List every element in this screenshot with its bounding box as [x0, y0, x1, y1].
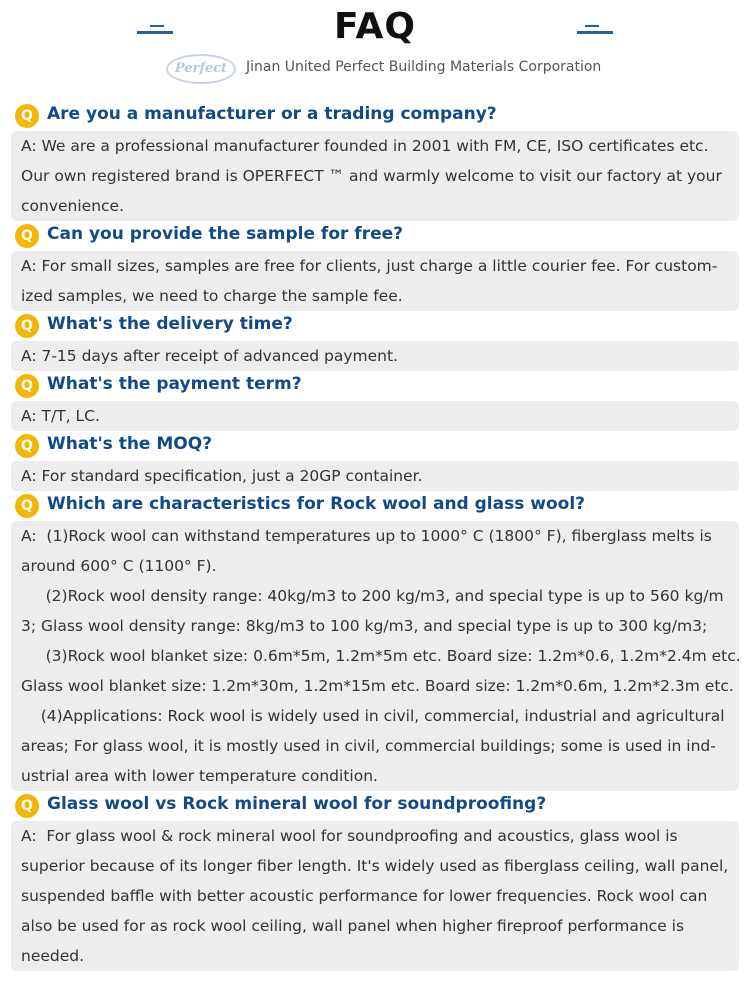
question-badge-icon: Q — [15, 434, 39, 458]
faq-answer — [11, 461, 739, 491]
faq-answer-line: ustrial area with lower temperature condition. — [21, 767, 378, 785]
faq-answer-line: Our own registered brand is OPERFECT ™ and warmly welcome to visit our factory at your — [21, 167, 722, 185]
faq-question: What's the delivery time? — [47, 314, 293, 334]
company-name: Jinan United Perfect Building Materials Corporation — [246, 59, 602, 75]
faq-question: Glass wool vs Rock mineral wool for soundproofing? — [47, 794, 547, 814]
faq-answer-line: superior because of its longer fiber length. It's widely used as fiberglass ceiling, wall panel, — [21, 857, 729, 875]
faq-question: Can you provide the sample for free? — [47, 224, 404, 244]
faq-question-row — [11, 431, 739, 461]
faq-answer-line: A: 7-15 days after receipt of advanced payment. — [21, 347, 398, 365]
question-badge-icon: Q — [15, 794, 39, 818]
faq-question-row — [11, 221, 739, 251]
faq-answer — [11, 341, 739, 371]
faq-question-row — [11, 791, 739, 821]
faq-answer-line: needed. — [21, 947, 85, 965]
faq-answer-line: suspended baffle with better acoustic performance for lower frequencies. Rock wool can — [21, 887, 708, 905]
faq-answer-line: A: For glass wool & rock mineral wool for soundproofing and acoustics, glass wool is — [21, 827, 678, 845]
faq-question-row — [11, 311, 739, 341]
page-header — [0, 0, 750, 98]
faq-item — [11, 311, 739, 371]
faq-question-row — [11, 101, 739, 131]
faq-answer-line: A: We are a professional manufacturer founded in 2001 with FM, CE, ISO certificates etc. — [21, 137, 709, 155]
faq-item — [11, 221, 739, 311]
faq-question: Which are characteristics for Rock wool and glass wool? — [47, 494, 586, 514]
faq-question: What's the MOQ? — [47, 434, 213, 454]
question-badge-icon: Q — [15, 224, 39, 248]
company-logo: Perfect — [166, 54, 236, 84]
faq-answer-line: areas; For glass wool, it is mostly used in civil, commercial buildings; some is used in ind- — [21, 737, 716, 755]
faq-answer-line: (2)Rock wool density range: 40kg/m3 to 200 kg/m3, and special type is up to 560 kg/m — [21, 587, 724, 605]
faq-answer-line: 3; Glass wool density range: 8kg/m3 to 100 kg/m3, and special type is up to 300 kg/m3; — [21, 617, 708, 635]
faq-answer — [11, 821, 739, 971]
faq-answer-line: A: For standard specification, just a 20GP container. — [21, 467, 423, 485]
faq-question: Are you a manufacturer or a trading company? — [47, 104, 497, 124]
faq-answer-line: Glass wool blanket size: 1.2m*30m, 1.2m*15m etc. Board size: 1.2m*0.6m, 1.2m*2.3m etc. — [21, 677, 734, 695]
right-accent-dash — [577, 31, 613, 34]
question-badge-icon: Q — [15, 104, 39, 128]
faq-answer-line: ized samples, we need to charge the sample fee. — [21, 287, 403, 305]
faq-item — [11, 791, 739, 971]
faq-question-row — [11, 371, 739, 401]
question-badge-icon: Q — [15, 494, 39, 518]
faq-answer — [11, 521, 739, 791]
question-badge-icon: Q — [15, 314, 39, 338]
faq-item — [11, 491, 739, 791]
faq-item — [11, 431, 739, 491]
faq-answer-line: also be used for as rock wool ceiling, wall panel when higher fireproof performance is — [21, 917, 685, 935]
faq-answer — [11, 251, 739, 311]
question-badge-icon: Q — [15, 374, 39, 398]
faq-answer — [11, 401, 739, 431]
faq-question: What's the payment term? — [47, 374, 302, 394]
faq-item — [11, 101, 739, 221]
right-accent-dash-short — [585, 25, 599, 27]
faq-question-row — [11, 491, 739, 521]
faq-answer-line: (3)Rock wool blanket size: 0.6m*5m, 1.2m*5m etc. Board size: 1.2m*0.6, 1.2m*2.4m etc. — [21, 647, 741, 665]
faq-answer-line: around 600° C (1100° F). — [21, 557, 217, 575]
faq-answer-line: A: For small sizes, samples are free for clients, just charge a little courier fee. For custom- — [21, 257, 718, 275]
faq-answer-line: A: (1)Rock wool can withstand temperatures up to 1000° C (1800° F), fiberglass melts is — [21, 527, 712, 545]
faq-answer-line: convenience. — [21, 197, 125, 215]
page-title: FAQ — [334, 6, 416, 47]
faq-answer — [11, 131, 739, 221]
faq-answer-line: (4)Applications: Rock wool is widely used in civil, commercial, industrial and agricultural — [21, 707, 725, 725]
faq-answer-line: A: T/T, LC. — [21, 407, 100, 425]
faq-item — [11, 371, 739, 431]
